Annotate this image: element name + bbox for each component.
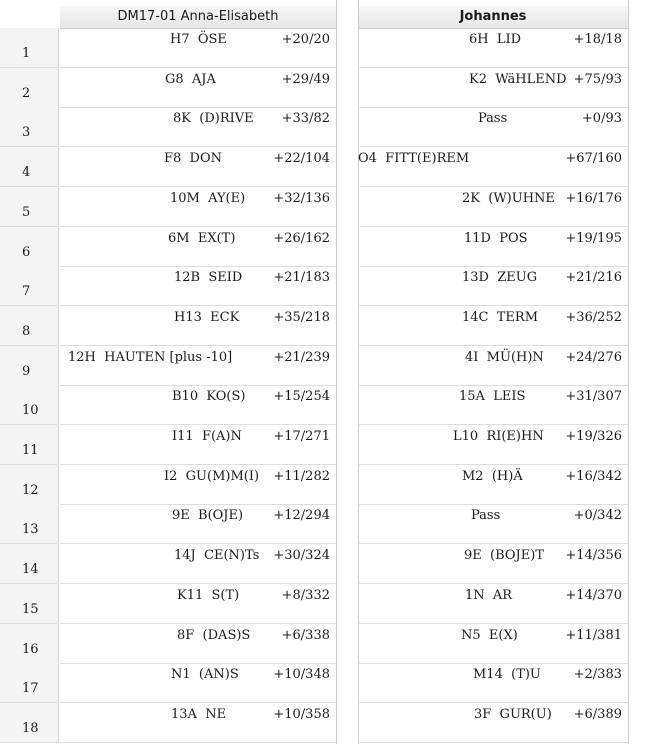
move-cell-left[interactable] [60, 28, 336, 68]
move-score: +19/195 [565, 231, 622, 246]
move-cell-left[interactable] [60, 68, 336, 108]
move-score: +36/252 [565, 310, 622, 325]
move-word: 14J CE(N)Ts [174, 548, 260, 563]
row-number[interactable] [0, 624, 59, 664]
row-number[interactable] [0, 306, 59, 346]
move-cell-left[interactable] [60, 147, 336, 187]
row-number[interactable] [0, 465, 59, 505]
move-score: +35/218 [273, 310, 330, 325]
move-cell-left[interactable] [60, 703, 336, 743]
move-word: 9E (BOJE)T [464, 548, 544, 563]
player-header-right[interactable]: Johannes [358, 6, 628, 29]
move-word: N1 (AN)S [171, 667, 239, 682]
move-cell-left[interactable] [60, 107, 336, 147]
row-number-label: 5 [22, 205, 31, 220]
move-cell-right[interactable] [358, 385, 628, 425]
move-word: H13 ECK [174, 310, 240, 325]
move-score: +0/342 [573, 508, 622, 523]
move-score: +11/282 [273, 469, 330, 484]
move-word: O4 FITT(E)REM [358, 151, 470, 166]
row-number-label: 4 [22, 165, 31, 180]
move-word: 14C TERM [462, 310, 539, 325]
move-word: 4I MÜ(H)N [465, 350, 544, 365]
move-cell-right[interactable] [358, 544, 628, 584]
move-word: G8 AJA [165, 72, 216, 87]
column-divider [628, 0, 629, 744]
row-number-label: 14 [22, 562, 39, 577]
move-cell-right[interactable] [358, 584, 628, 624]
move-word: 3F GUR(U) [474, 707, 552, 722]
move-word: L10 RI(E)HN [453, 429, 544, 444]
move-score: +24/276 [565, 350, 622, 365]
row-number[interactable] [0, 504, 59, 544]
move-score: +75/93 [573, 72, 622, 87]
move-score: +12/294 [273, 508, 330, 523]
move-score: +10/348 [273, 667, 330, 682]
move-score: +14/356 [565, 548, 622, 563]
move-cell-left[interactable] [60, 385, 336, 425]
row-number[interactable] [0, 68, 59, 108]
move-score: +6/389 [573, 707, 622, 722]
move-word: 12B SEID [174, 270, 243, 285]
move-score: +31/307 [565, 389, 622, 404]
move-word: 8F (DAS)S [177, 628, 251, 643]
row-number-label: 1 [22, 46, 31, 61]
move-score: +21/183 [273, 270, 330, 285]
row-number-label: 12 [22, 483, 39, 498]
move-score: +26/162 [273, 231, 330, 246]
move-cell-right[interactable] [358, 306, 628, 346]
move-score: +15/254 [273, 389, 330, 404]
row-number-label: 18 [22, 721, 39, 736]
move-cell-left[interactable] [60, 227, 336, 267]
move-score: +67/160 [565, 151, 622, 166]
row-number[interactable] [0, 425, 59, 465]
row-number[interactable] [0, 28, 59, 68]
row-number[interactable] [0, 385, 59, 425]
row-number-label: 10 [22, 403, 39, 418]
move-score: +21/216 [565, 270, 622, 285]
move-cell-left[interactable] [60, 624, 336, 664]
move-word: M14 (T)U [473, 667, 541, 682]
move-word: F8 DON [164, 151, 223, 166]
move-cell-left[interactable] [60, 584, 336, 624]
row-number[interactable] [0, 663, 59, 703]
move-word: 11D POS [464, 231, 528, 246]
move-cell-right[interactable] [358, 147, 628, 187]
row-number-label: 9 [22, 364, 31, 379]
move-word: N5 E(X) [461, 628, 518, 643]
move-word: K11 S(T) [177, 588, 240, 603]
move-word: 1N AR [465, 588, 513, 603]
row-number-label: 2 [22, 86, 31, 101]
row-number-label: 6 [22, 245, 31, 260]
move-score: +16/342 [565, 469, 622, 484]
move-cell-right[interactable] [358, 346, 628, 386]
move-word: 8K (D)RIVE [173, 111, 254, 126]
move-word: 15A LEIS [459, 389, 526, 404]
move-cell-right[interactable] [358, 227, 628, 267]
move-score: +22/104 [273, 151, 330, 166]
move-score: +21/239 [273, 350, 330, 365]
column-divider [336, 0, 337, 744]
row-number[interactable] [0, 147, 59, 187]
move-score: +6/338 [281, 628, 330, 643]
move-word: M2 (H)Ä [462, 469, 523, 484]
move-score: +2/383 [573, 667, 622, 682]
move-score: +0/93 [581, 111, 622, 126]
move-cell-right[interactable] [358, 107, 628, 147]
move-word: 12H HAUTEN [plus -10] [68, 350, 233, 365]
row-number[interactable] [0, 227, 59, 267]
move-cell-left[interactable] [60, 425, 336, 465]
move-word: 9E B(OJE) [172, 508, 244, 523]
move-cell-left[interactable] [60, 266, 336, 306]
row-number-label: 7 [22, 284, 31, 299]
move-word: 6H LID [469, 32, 522, 47]
move-word: 6M EX(T) [168, 231, 236, 246]
row-number[interactable] [0, 107, 59, 147]
row-number[interactable] [0, 584, 59, 624]
row-number-label: 13 [22, 522, 39, 537]
row-number[interactable] [0, 266, 59, 306]
move-word: 10M AY(E) [170, 191, 246, 206]
move-cell-right[interactable] [358, 266, 628, 306]
move-score: +33/82 [281, 111, 330, 126]
move-cell-right[interactable] [358, 425, 628, 465]
row-number[interactable] [0, 346, 59, 386]
row-number-label: 17 [22, 681, 39, 696]
move-cell-right[interactable] [358, 465, 628, 505]
move-cell-left[interactable] [60, 346, 336, 386]
move-cell-right[interactable] [358, 187, 628, 227]
move-cell-left[interactable] [60, 504, 336, 544]
move-score: +29/49 [281, 72, 330, 87]
row-number[interactable] [0, 187, 59, 227]
move-word: K2 WäHLEND [469, 72, 567, 87]
move-score: +30/324 [273, 548, 330, 563]
move-word: H7 ÖSE [170, 32, 227, 47]
move-cell-left[interactable] [60, 465, 336, 505]
move-score: +32/136 [273, 191, 330, 206]
move-word: 13D ZEUG [462, 270, 538, 285]
row-number-label: 16 [22, 642, 39, 657]
move-score: +14/370 [565, 588, 622, 603]
row-number-label: 15 [22, 602, 39, 617]
row-number-label: 8 [22, 324, 31, 339]
row-number-label: 11 [22, 443, 39, 458]
move-word: Pass [478, 111, 508, 126]
move-word: I2 GU(M)M(I) [164, 469, 260, 484]
move-score: +10/358 [273, 707, 330, 722]
move-score: +8/332 [281, 588, 330, 603]
move-score: +20/20 [281, 32, 330, 47]
row-number-label: 3 [22, 125, 31, 140]
move-word: I11 F(A)N [172, 429, 242, 444]
move-cell-left[interactable] [60, 187, 336, 227]
player-header-left[interactable]: DM17-01 Anna-Elisabeth [60, 6, 336, 29]
move-cell-left[interactable] [60, 663, 336, 703]
move-cell-left[interactable] [60, 306, 336, 346]
move-cell-right[interactable] [358, 663, 628, 703]
move-cell-right[interactable] [358, 68, 628, 108]
move-word: Pass [471, 508, 501, 523]
move-score: +11/381 [565, 628, 622, 643]
row-number[interactable] [0, 544, 59, 584]
move-cell-right[interactable] [358, 28, 628, 68]
move-word: 13A NE [171, 707, 227, 722]
row-number[interactable] [0, 703, 59, 743]
move-cell-right[interactable] [358, 624, 628, 664]
move-cell-right[interactable] [358, 703, 628, 743]
move-cell-right[interactable] [358, 504, 628, 544]
move-score: +19/326 [565, 429, 622, 444]
move-word: 2K (W)UHNE [462, 191, 555, 206]
move-score: +17/271 [273, 429, 330, 444]
move-score: +16/176 [565, 191, 622, 206]
move-cell-left[interactable] [60, 544, 336, 584]
move-word: B10 KO(S) [172, 389, 246, 404]
move-score: +18/18 [573, 32, 622, 47]
